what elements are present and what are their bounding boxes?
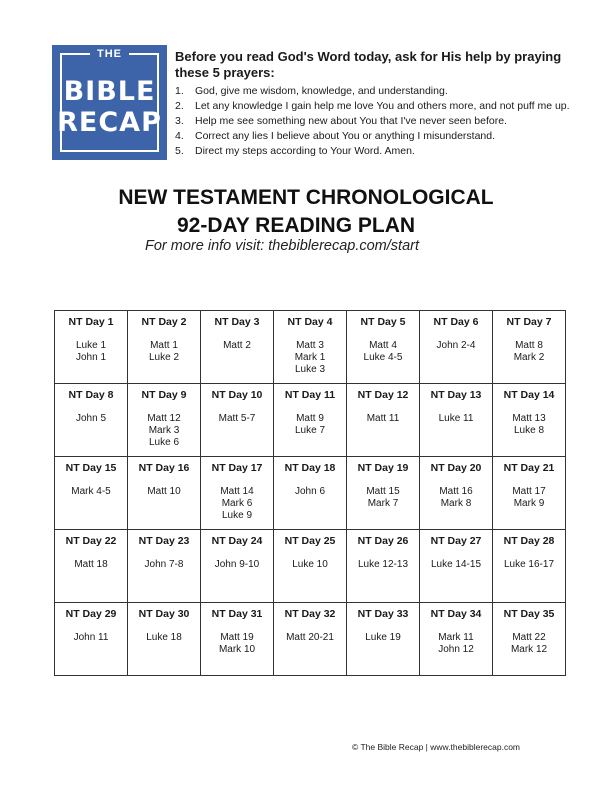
day-label: NT Day 9: [141, 389, 187, 401]
day-label: NT Day 21: [503, 462, 555, 474]
reading-passage: Mark 10: [218, 644, 256, 655]
day-cell: [201, 457, 274, 530]
day-label: NT Day 34: [430, 608, 482, 620]
day-label: NT Day 6: [433, 316, 479, 328]
day-cell: [55, 457, 128, 530]
reading-passage: Matt 2: [223, 340, 251, 351]
prayer-item: [175, 129, 575, 143]
reading-passage: Luke 6: [148, 437, 180, 448]
reading-passage: Luke 4-5: [363, 352, 403, 363]
day-label: NT Day 32: [284, 608, 336, 620]
day-cell: [128, 603, 201, 676]
logo-word-bible: BIBLE: [63, 76, 156, 107]
reading-passage: Luke 18: [146, 632, 182, 643]
day-label: NT Day 24: [211, 535, 263, 547]
prayer-text: God, give me wisdom, knowledge, and understanding.: [195, 85, 448, 97]
prayer-number: 4.: [175, 130, 184, 142]
day-label: NT Day 23: [138, 535, 190, 547]
day-label: NT Day 22: [65, 535, 117, 547]
day-cell: [201, 530, 274, 603]
reading-passage: Mark 8: [440, 498, 472, 509]
reading-passage: Luke 9: [221, 510, 253, 521]
day-cell: [420, 384, 493, 457]
reading-passage: Luke 1: [75, 340, 107, 351]
logo-word-recap: RECAP: [57, 107, 162, 138]
day-label: NT Day 10: [211, 389, 263, 401]
reading-passage: Luke 11: [438, 413, 474, 424]
day-cell: [493, 603, 566, 676]
plan-week-row: [55, 603, 566, 676]
day-cell: [493, 311, 566, 384]
day-label: NT Day 29: [65, 608, 117, 620]
day-cell: [128, 530, 201, 603]
plan-title-line-1: NEW TESTAMENT CHRONOLOGICAL: [118, 186, 494, 209]
reading-passage: Matt 3: [296, 340, 324, 351]
day-cell: [55, 603, 128, 676]
day-label: NT Day 5: [360, 316, 406, 328]
reading-passage: Matt 9: [296, 413, 324, 424]
reading-plan-table: [54, 310, 566, 676]
day-label: NT Day 28: [503, 535, 555, 547]
day-cell: [274, 384, 347, 457]
prayer-text: Help me see something new about You that I've never seen before.: [195, 115, 507, 127]
reading-passage: Matt 5-7: [218, 413, 256, 424]
reading-passage: Matt 18: [74, 559, 108, 570]
reading-passage: Mark 2: [513, 352, 545, 363]
day-label: NT Day 1: [68, 316, 114, 328]
day-cell: [347, 457, 420, 530]
reading-passage: Matt 10: [147, 486, 181, 497]
reading-passage: John 11: [73, 632, 109, 643]
copyright-footer: © The Bible Recap | www.thebiblerecap.com: [352, 742, 521, 752]
reading-passage: John 5: [75, 413, 107, 424]
plan-week-row: [55, 311, 566, 384]
day-label: NT Day 33: [357, 608, 409, 620]
prayer-number: 5.: [175, 145, 184, 157]
day-label: NT Day 17: [211, 462, 263, 474]
reading-passage: Luke 8: [513, 425, 545, 436]
reading-passage: Luke 2: [148, 352, 180, 363]
reading-passage: Mark 4-5: [71, 486, 111, 497]
reading-passage: Mark 9: [513, 498, 545, 509]
day-cell: [493, 384, 566, 457]
reading-passage: Luke 3: [294, 364, 326, 375]
reading-passage: Matt 14: [220, 486, 254, 497]
bible-recap-logo: [52, 45, 167, 160]
day-cell: [274, 457, 347, 530]
plan-week-row: [55, 384, 566, 457]
prayers-list: [175, 84, 575, 158]
reading-passage: Luke 7: [294, 425, 326, 436]
reading-passage: Matt 16: [439, 486, 473, 497]
plan-week-row: [55, 457, 566, 530]
day-cell: [347, 311, 420, 384]
day-cell: [201, 603, 274, 676]
reading-passage: Matt 4: [369, 340, 397, 351]
day-cell: [128, 457, 201, 530]
day-cell: [420, 457, 493, 530]
day-cell: [128, 311, 201, 384]
reading-passage: John 6: [294, 486, 326, 497]
reading-passage: Luke 19: [365, 632, 401, 643]
reading-passage: Matt 13: [512, 413, 546, 424]
reading-passage: Mark 3: [148, 425, 180, 436]
day-cell: [347, 384, 420, 457]
day-label: NT Day 7: [506, 316, 552, 328]
day-label: NT Day 11: [284, 389, 336, 401]
reading-passage: Matt 19: [220, 632, 254, 643]
reading-passage: John 12: [438, 644, 474, 655]
plan-week-row: [55, 530, 566, 603]
day-label: NT Day 26: [357, 535, 409, 547]
reading-passage: Mark 11: [438, 632, 474, 643]
prayer-item: [175, 99, 575, 113]
day-label: NT Day 30: [138, 608, 190, 620]
reading-passage: Matt 1: [150, 340, 178, 351]
reading-passage: Matt 20-21: [286, 632, 334, 643]
day-label: NT Day 13: [430, 389, 482, 401]
reading-passage: Matt 22: [512, 632, 546, 643]
reading-passage: John 2-4: [436, 340, 476, 351]
prayer-number: 3.: [175, 115, 184, 127]
day-cell: [493, 457, 566, 530]
prayer-item: [175, 144, 575, 158]
reading-passage: Mark 7: [367, 498, 399, 509]
day-label: NT Day 20: [430, 462, 482, 474]
day-label: NT Day 14: [503, 389, 555, 401]
day-label: NT Day 15: [65, 462, 117, 474]
day-cell: [347, 530, 420, 603]
day-cell: [274, 530, 347, 603]
reading-passage: John 9-10: [214, 559, 260, 570]
prayer-item: [175, 114, 575, 128]
plan-title-line-2: 92-DAY READING PLAN: [176, 214, 416, 237]
prayer-number: 2.: [175, 100, 184, 112]
day-cell: [55, 530, 128, 603]
day-cell: [420, 603, 493, 676]
day-label: NT Day 35: [503, 608, 555, 620]
day-cell: [274, 603, 347, 676]
day-cell: [420, 530, 493, 603]
logo-the-text: THE: [97, 48, 122, 60]
day-cell: [420, 311, 493, 384]
reading-passage: Luke 14-15: [430, 559, 482, 570]
reading-passage: Luke 10: [292, 559, 328, 570]
day-label: NT Day 4: [287, 316, 333, 328]
day-cell: [55, 311, 128, 384]
day-cell: [55, 384, 128, 457]
prayers-heading: Before you read God's Word today, ask for His help by praying these 5 prayers:: [175, 49, 562, 80]
prayers-section: [175, 49, 575, 159]
prayer-item: [175, 84, 575, 98]
more-info-subtitle: For more info visit: thebiblerecap.com/start: [145, 238, 419, 254]
reading-passage: Matt 17: [512, 486, 546, 497]
day-cell: [201, 311, 274, 384]
reading-passage: Matt 12: [147, 413, 181, 424]
reading-passage: Luke 12-13: [357, 559, 409, 570]
reading-passage: Mark 6: [221, 498, 253, 509]
prayer-text: Correct any lies I believe about You or anything I misunderstand.: [195, 130, 496, 142]
day-label: NT Day 3: [214, 316, 260, 328]
day-label: NT Day 8: [68, 389, 114, 401]
reading-passage: Matt 11: [366, 413, 400, 424]
reading-passage: Mark 12: [510, 644, 548, 655]
day-cell: [201, 384, 274, 457]
day-label: NT Day 12: [357, 389, 409, 401]
reading-passage: Matt 8: [515, 340, 543, 351]
day-cell: [347, 603, 420, 676]
prayer-number: 1.: [175, 85, 184, 97]
day-label: NT Day 2: [141, 316, 187, 328]
day-label: NT Day 18: [284, 462, 336, 474]
prayer-text: Direct my steps according to Your Word. Amen.: [195, 145, 415, 157]
reading-passage: Matt 15: [366, 486, 400, 497]
day-cell: [128, 384, 201, 457]
reading-passage: Luke 16-17: [503, 559, 555, 570]
day-cell: [493, 530, 566, 603]
day-label: NT Day 31: [211, 608, 263, 620]
reading-passage: John 7-8: [144, 559, 184, 570]
day-cell: [274, 311, 347, 384]
day-label: NT Day 27: [430, 535, 482, 547]
reading-passage: John 1: [75, 352, 107, 363]
reading-passage: Mark 1: [294, 352, 326, 363]
prayer-text: Let any knowledge I gain help me love You and others more, and not puff me up.: [195, 100, 570, 112]
day-label: NT Day 25: [284, 535, 336, 547]
day-label: NT Day 16: [138, 462, 190, 474]
day-label: NT Day 19: [357, 462, 409, 474]
